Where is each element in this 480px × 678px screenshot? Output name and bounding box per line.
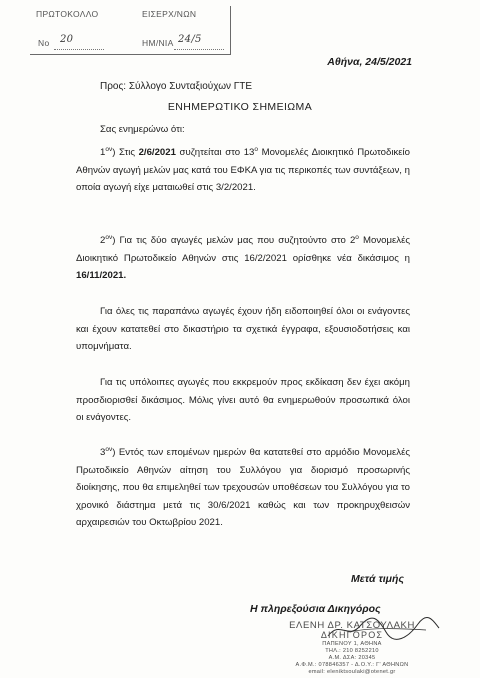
stamp-no-line bbox=[54, 49, 104, 50]
stamp-no-label: Νο bbox=[38, 38, 50, 48]
paragraph-1: $1^{o\nu}$) Στις 2/6/2021 συζητείται στο $13^o$ Μονομελές Διοικητικό Πρωτοδικείο Αθηνών αγωγή μελών μας κατά του ΕΦΚΑ για τις περικοπές των συντάξεων, η οποία αγωγή είχε ματαιωθεί στις 3/2/2021. bbox=[76, 145, 410, 194]
lawyer-seal bbox=[262, 620, 442, 678]
seal-name: ΕΛΕΝΗ ΔΡ. ΚΑΤΣΟΥΛΑΚΗ bbox=[289, 620, 415, 631]
seal-address: ΠΑΠΕΝΟΥ 1, ΑΘΗΝΑ bbox=[322, 641, 382, 647]
stamp-date-line bbox=[174, 49, 224, 50]
recipient-line: Προς: Σύλλογο Συνταξιούχων ΓΤΕ bbox=[100, 81, 253, 92]
seal-am: Α.Μ. ΔΣΑ: 20345 bbox=[328, 655, 376, 661]
seal-phone: ΤΗΛ.: 210 8252210 bbox=[325, 648, 379, 654]
protocol-stamp bbox=[30, 6, 231, 55]
paragraph-5: $3^{o\nu}$) Εντός των επομένων ημερών θα κατατεθεί στο αρμόδιο Μονομελές Πρωτοδικείο Αθηνών αίτηση του Συλλόγου για διορισμό προσωρινής διοίκησης, που θα επιμεληθεί των τρεχουσών υποθέσεων του Συλλόγου για το χρονικό διάστημα μετά τις 30/6/2021 καθώς και των προκηρυχθεισών αρχαιρεσιών του Οκτωβρίου 2021. bbox=[76, 445, 410, 529]
stamp-protocol-label: ΠΡΩΤΟΚΟΛΛΟ bbox=[36, 9, 99, 19]
stamp-number: 20 bbox=[60, 34, 74, 45]
stamp-incoming-label: ΕΙΣΕΡΧ/ΝΩΝ bbox=[142, 9, 197, 19]
seal-email: email: eleniktsoulaki@otenet.gr bbox=[308, 669, 396, 675]
seal-afm: Α.Φ.Μ.: 078846357 - Δ.Ο.Υ.: Γ' ΑΘΗΝΩΝ bbox=[295, 662, 409, 668]
stamp-date-label: ΗΜ/ΝΙΑ bbox=[142, 38, 174, 48]
document-title: ΕΝΗΜΕΡΩΤΙΚΟ ΣΗΜΕΙΩΜΑ bbox=[167, 101, 313, 113]
signatory-role: Η πληρεξούσια Δικηγόρος bbox=[250, 603, 381, 615]
paragraph-2: $2^{o\nu}$) Για τις δύο αγωγές μελών μας που συζητούντο στο $2^o$ Μονομελές Διοικητικό Πρωτοδικείο Αθηνών στις 16/2/2021 ορίσθηκε νέα δικάσιμος η 16/11/2021. bbox=[76, 233, 410, 282]
intro-line: Σας ενημερώνω ότι: bbox=[100, 124, 185, 135]
document-date: Αθήνα, 24/5/2021 bbox=[327, 56, 412, 68]
paragraph-3: Για όλες τις παραπάνω αγωγές έχουν ήδη ειδοποιηθεί όλοι οι ενάγοντες και έχουν κατατεθεί στο δικαστήριο τα σχετικά έγγραφα, εξουσιοδοτήσεις και υπομνήματα. bbox=[76, 306, 410, 353]
stamp-date: 24/5 bbox=[178, 34, 202, 45]
closing-regards: Μετά τιμής bbox=[350, 573, 404, 585]
seal-profession: ΔΙΚΗΓΟΡΟΣ bbox=[320, 630, 384, 640]
paragraph-4: Για τις υπόλοιπες αγωγές που εκκρεμούν προς εκδίκαση δεν έχει ακόμη προσδιορισθεί δικάσιμος. Μόλις γίνει αυτό θα ενημερωθούν προσωπικά όλοι οι ενάγοντες. bbox=[76, 377, 410, 424]
